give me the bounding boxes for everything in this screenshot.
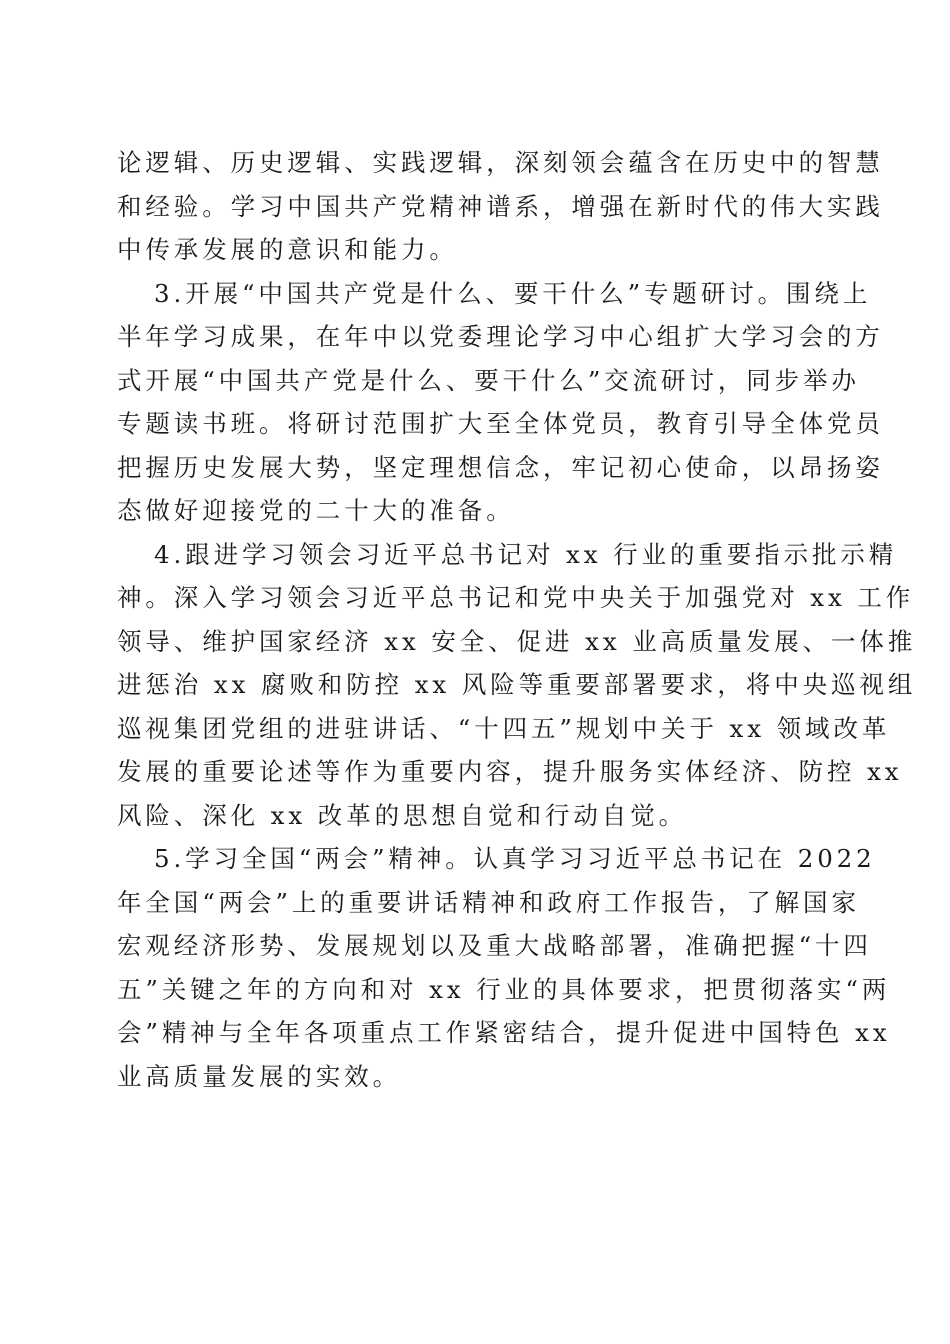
text-line: 5.学习全国“两会”精神。认真学习习近平总书记在 2022 xyxy=(154,844,876,873)
text-line: 神。深入学习领会习近平总书记和党中央关于加强党对 xx 工作 xyxy=(117,583,915,612)
text-line: 进惩治 xx 腐败和防控 xx 风险等重要部署要求，将中央巡视组 xyxy=(117,670,917,699)
text-line: 发展的重要论述等作为重要内容，提升服务实体经济、防控 xx xyxy=(117,757,903,786)
text-line: 业高质量发展的实效。 xyxy=(117,1061,401,1091)
text-line: 4.跟进学习领会习近平总书记对 xx 行业的重要指示批示精 xyxy=(154,539,898,569)
text-line: 年全国“两会”上的重要讲话精神和政府工作报告，了解国家 xyxy=(117,887,860,917)
paragraph-item-4 xyxy=(117,533,917,838)
text-line: 风险、深化 xx 改革的思想自觉和行动自觉。 xyxy=(117,800,688,830)
text-line: 中传承发展的意识和能力。 xyxy=(117,235,458,264)
paragraph-item-5 xyxy=(117,837,891,1098)
text-line: 会”精神与全年各项重点工作紧密结合，提升促进中国特色 xx xyxy=(117,1018,891,1047)
text-line: 把握历史发展大势，坚定理想信念，牢记初心使命，以昂扬姿 xyxy=(117,452,884,482)
text-line: 五”关键之年的方向和对 xx 行业的具体要求，把贯彻落实“两 xyxy=(117,974,891,1004)
paragraph-continuation xyxy=(117,141,884,272)
text-line: 巡视集团党组的进驻讲话、“十四五”规划中关于 xx 领域改革 xyxy=(117,713,891,743)
text-line: 和经验。学习中国共产党精神谱系，增强在新时代的伟大实践 xyxy=(117,191,884,221)
text-line: 领导、维护国家经济 xx 安全、促进 xx 业高质量发展、一体推 xyxy=(117,626,917,656)
text-line: 宏观经济形势、发展规划以及重大战略部署，准确把握“十四 xyxy=(117,931,872,960)
text-line: 3.开展“中国共产党是什么、要干什么”专题研讨。围绕上 xyxy=(154,278,872,308)
text-line: 态做好迎接党的二十大的准备。 xyxy=(117,496,515,525)
text-line: 论逻辑、历史逻辑、实践逻辑，深刻领会蕴含在历史中的智慧 xyxy=(117,148,884,177)
text-line: 式开展“中国共产党是什么、要干什么”交流研讨，同步举办 xyxy=(117,365,860,395)
text-line: 半年学习成果，在年中以党委理论学习中心组扩大学习会的方 xyxy=(117,322,884,351)
paragraph-item-3 xyxy=(117,272,884,533)
document-body xyxy=(117,141,917,1098)
text-line: 专题读书班。将研讨范围扩大至全体党员，教育引导全体党员 xyxy=(117,409,884,438)
